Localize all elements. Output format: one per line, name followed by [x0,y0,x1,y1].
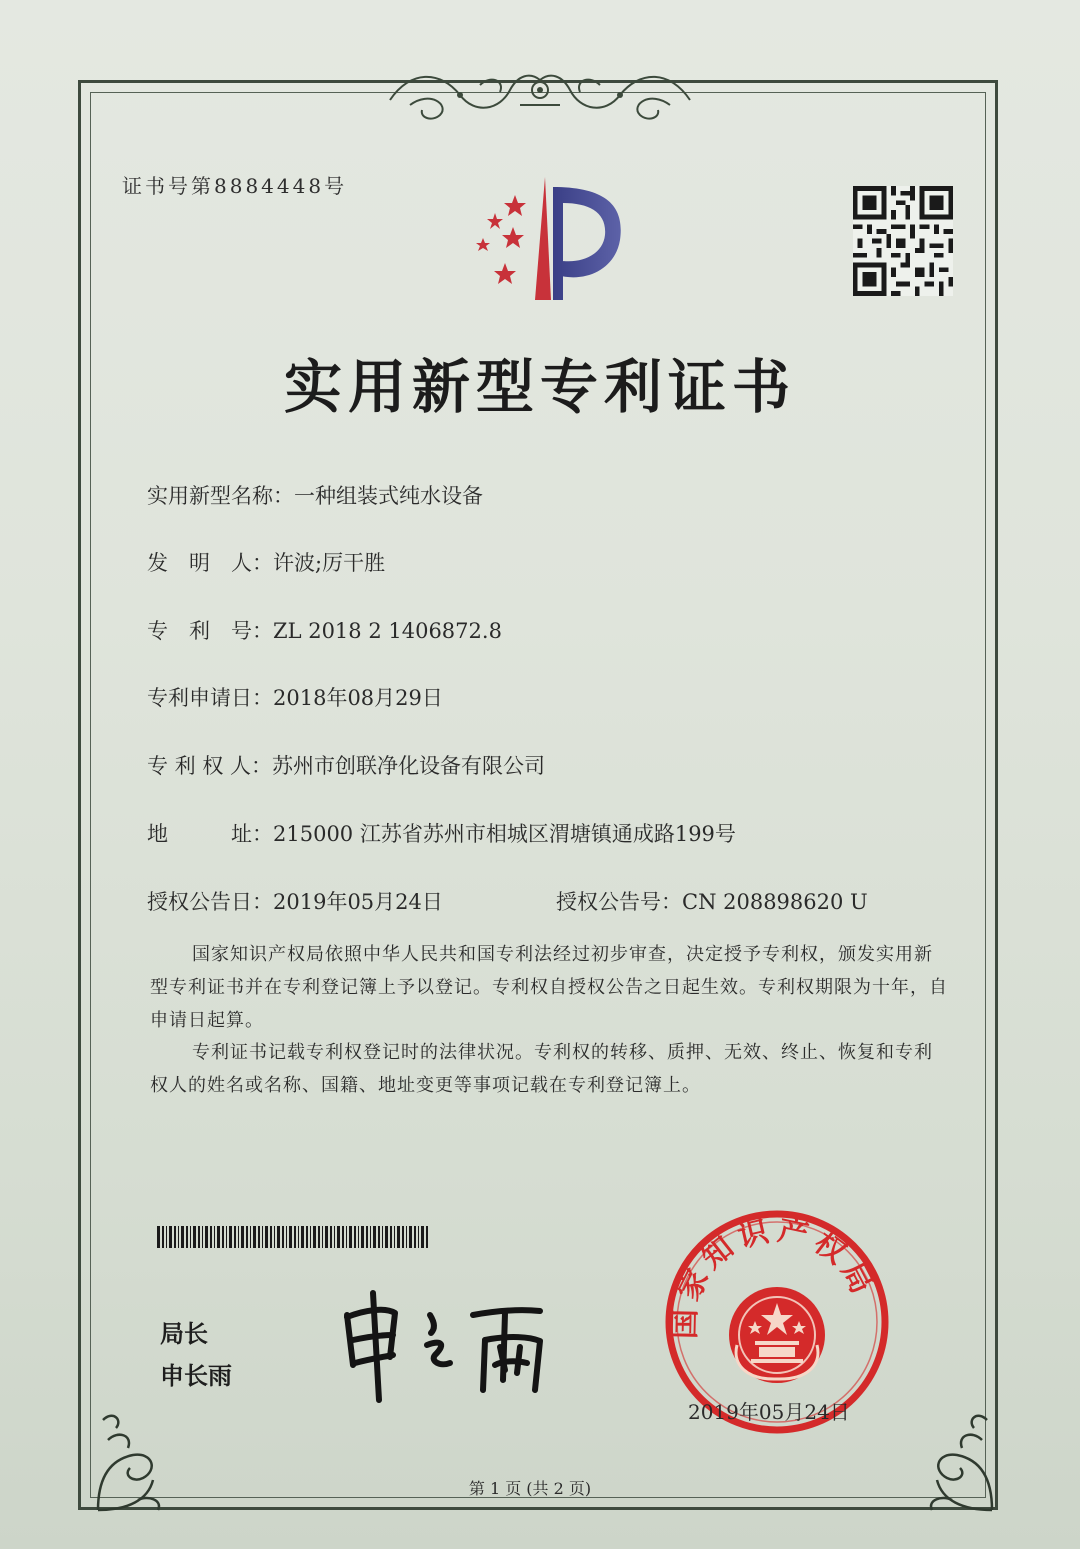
field-label: 实用新型名称： [147,484,294,508]
field-value: ZL 2018 2 1406872.8 [273,619,502,643]
page-number: 第 1 页 (共 2 页) [468,1479,592,1498]
field-value: 苏州市创联净化设备有限公司 [272,754,546,778]
cnipa-logo-icon [455,165,630,305]
handwritten-signature [335,1285,575,1405]
field-value: 215000 江苏省苏州市相城区渭塘镇通成路199号 [273,822,736,846]
certificate-title: 实用新型专利证书 [283,353,796,421]
field-filing-date [147,682,443,712]
field-value: 2019年05月24日 [273,890,443,914]
director-title: 局长 [160,1320,208,1348]
seal-date: 2019年05月24日 [688,1400,850,1424]
field-label: 专 利 号： [147,619,273,643]
field-value: 2018年08月29日 [273,686,443,710]
qr-code-icon [852,186,954,296]
field-label: 专 利 权 人： [147,754,273,778]
field-grant-number [556,886,868,916]
body-paragraph-2: 专利证书记载专利权登记时的法律状况。专利权的转移、质押、无效、终止、恢复和专利权人的姓名或名称、国籍、地址变更等事项记载在专利登记簿上。 [150,1042,933,1096]
field-utility-model-name [147,480,483,510]
certificate-number: 证书号第8884448号 [122,174,348,198]
field-label: 地 址： [147,822,273,846]
director-name: 申长雨 [160,1362,232,1390]
field-label: 发 明 人： [147,551,273,575]
field-inventor [147,547,385,577]
field-grant-date [147,886,443,916]
field-label: 专利申请日： [147,686,273,710]
field-value: 许波;厉干胜 [273,551,386,575]
field-label: 授权公告日： [147,890,273,914]
field-patentee [147,750,545,780]
field-value: 一种组装式纯水设备 [294,484,483,508]
field-value: CN 208898620 U [682,890,868,914]
field-label: 授权公告号： [556,890,682,914]
field-address [147,818,736,848]
seal-text: 国家知识产权局 [667,1212,882,1340]
top-ornament [380,60,700,130]
field-patent-number [147,615,502,645]
barcode-icon [157,1226,432,1248]
body-paragraph-1: 国家知识产权局依照中华人民共和国专利法经过初步审查，决定授予专利权，颁发实用新型专利证书并在专利登记簿上予以登记。专利权自授权公告之日起生效。专利权期限为十年，自申请日起算。 [150,944,948,1031]
